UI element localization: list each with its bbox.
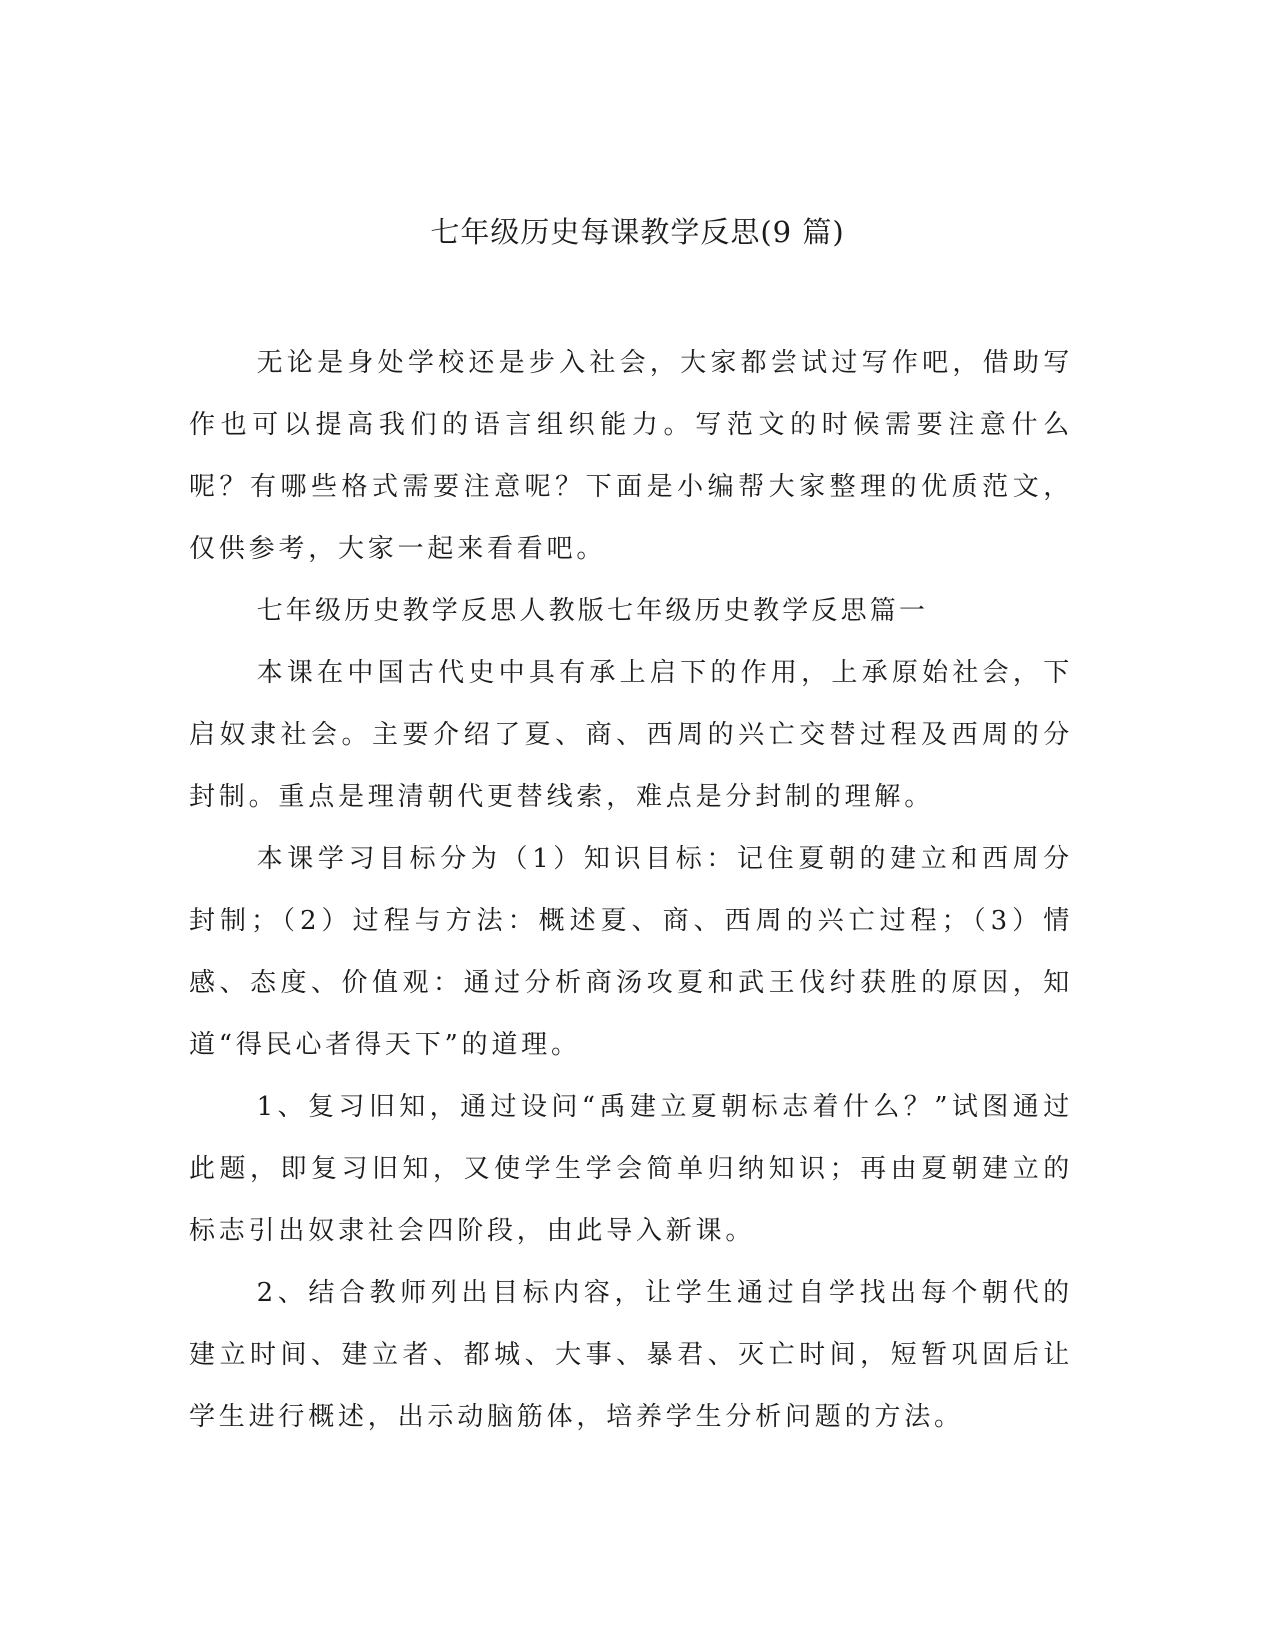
intro-paragraph: 无论是身处学校还是步入社会，大家都尝试过写作吧，借助写作也可以提高我们的语言组织能力。写范文的时候需要注意什么呢？有哪些格式需要注意呢？下面是小编帮大家整理的优质范文，仅供参考，大家一起来看看吧。: [189, 348, 1073, 564]
document-body: [189, 332, 1073, 1448]
section-heading: 七年级历史教学反思人教版七年级历史教学反思篇一: [256, 596, 929, 626]
document-title: 七年级历史每课教学反思(9 篇): [430, 215, 845, 249]
step-two-paragraph: 2、结合教师列出目标内容，让学生通过自学找出每个朝代的建立时间、建立者、都城、大事、暴君、灭亡时间，短暂巩固后让学生进行概述，出示动脑筋体，培养学生分析问题的方法。: [189, 1278, 1073, 1432]
overview-paragraph: 本课在中国古代史中具有承上启下的作用，上承原始社会，下启奴隶社会。主要介绍了夏、商、西周的兴亡交替过程及西周的分封制。重点是理清朝代更替线索，难点是分封制的理解。: [189, 658, 1073, 812]
objectives-paragraph: 本课学习目标分为（1）知识目标：记住夏朝的建立和西周分封制；（2）过程与方法：概述夏、商、西周的兴亡过程；（3）情感、态度、价值观：通过分析商汤攻夏和武王伐纣获胜的原因，知道“得民心者得天下”的道理。: [189, 844, 1073, 1060]
step-one-paragraph: 1、复习旧知，通过设问“禹建立夏朝标志着什么？”试图通过此题，即复习旧知，又使学生学会简单归纳知识；再由夏朝建立的标志引出奴隶社会四阶段，由此导入新课。: [189, 1092, 1073, 1246]
